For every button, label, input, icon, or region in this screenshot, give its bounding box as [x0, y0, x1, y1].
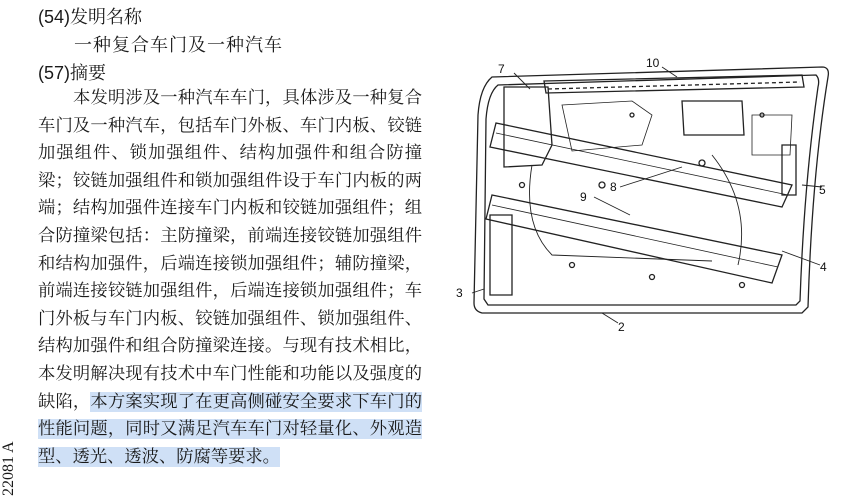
figure-label-10: 10 — [646, 56, 660, 70]
door-inner-outline — [484, 75, 819, 305]
car-door-figure — [452, 55, 832, 345]
figure-label-8: 8 — [610, 180, 617, 194]
figure-label-3: 3 — [456, 286, 463, 300]
title-heading-number: (54) — [38, 7, 71, 27]
abstract-heading — [38, 59, 106, 85]
window-frame-bar — [544, 75, 804, 93]
figure-label-5: 5 — [819, 183, 826, 197]
door-outline — [474, 67, 828, 313]
invention-title: 一种复合车门及一种汽车 — [74, 35, 283, 56]
abstract-highlighted-text[interactable]: 本方案实现了在更高侧碰安全要求下车门的性能问题，同时又满足汽车车门对轻量化、外观造型、透光、透波、防腐等要求。 — [38, 391, 422, 467]
title-heading — [38, 3, 142, 29]
abstract-body — [38, 85, 422, 471]
figure-label-2: 2 — [618, 320, 625, 334]
title-heading-label: 发明名称 — [70, 7, 143, 28]
abstract-heading-label: 摘要 — [70, 63, 107, 84]
publication-number-vertical: 22081 A — [0, 441, 17, 496]
figure-label-4: 4 — [820, 260, 827, 274]
figure-label-9: 9 — [580, 190, 587, 204]
abstract-heading-number: (57) — [38, 63, 71, 83]
figure-label-7: 7 — [498, 62, 505, 76]
abstract-text: 本发明涉及一种汽车车门，具体涉及一种复合车门及一种汽车，包括车门外板、车门内板、铰链加强组件、锁加强组件、结构加强件和组合防撞梁；铰链加强组件和锁加强组件设于车门内板的两端；结构加强件连接车门内板和铰链加强组件；组合防撞梁包括：主防撞梁，前端连接铰链加强组件和结构加强件，后端连接锁加强组件；辅防撞梁，前端连接铰链加强组件，后端连接锁加强组件；车门外板与车门内板、铰链加强组件、锁加强组件、结构加强件和组合防撞梁连接。与现有技术相比，本发明解决现有技术中车门性能和功能以及强度的缺陷， — [38, 88, 422, 412]
